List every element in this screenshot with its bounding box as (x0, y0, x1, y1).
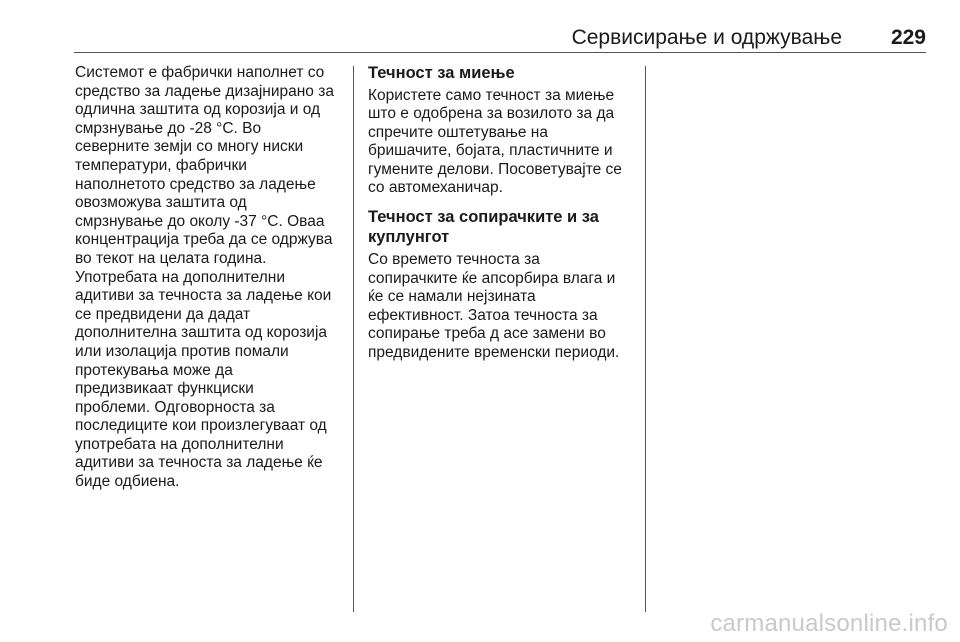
body-line: последиците кои произлегуваат од (75, 417, 327, 435)
section-heading-washer-fluid: Течност за миење (368, 64, 515, 82)
middle-column (368, 64, 634, 363)
body-line: одлична заштита од корозија и од (75, 101, 321, 119)
body-line: во текот на целата година. (75, 249, 267, 267)
body-line: спречите оштетување на (368, 123, 548, 141)
body-line: Употребата на дополнителни (75, 268, 286, 286)
body-line: смрзнување до -28 °C. Во (75, 119, 262, 137)
body-line: гумените делови. Посоветувајте се (368, 160, 622, 178)
body-line: што е одобрена за возилото за да (368, 105, 615, 123)
body-line: протекувања може да (75, 361, 233, 379)
left-column (75, 64, 343, 492)
body-line: температури, фабрички (75, 156, 247, 174)
body-line: дополнителна заштита од корозија (75, 324, 328, 342)
body-line: се предвидени да дадат (75, 305, 251, 323)
body-line: Со времето течноста за (368, 251, 540, 269)
body-line: ќе се намали нејзината (368, 288, 536, 306)
body-line: смрзнување до околу -37 °C. Оваа (75, 212, 325, 230)
section-heading-line: Течност за сопирачките и за (368, 208, 599, 227)
column-divider-right (645, 66, 646, 612)
body-line: адитиви за течноста за ладење ќе (75, 454, 323, 472)
body-line: предвидените временски периоди. (368, 344, 620, 362)
body-line: бришачите, бојата, пластичните и (368, 142, 613, 160)
body-line: со автомеханичар. (368, 179, 503, 197)
body-line: или изолација против помали (75, 342, 289, 360)
body-line: сопирачките ќе апсорбира влага и (368, 269, 616, 287)
body-line: адитиви за течноста за ладење кои (75, 287, 332, 305)
body-line: Системот е фабрички наполнет со (75, 64, 325, 81)
header-rule (74, 52, 926, 53)
section-heading-brake-fluid (368, 208, 634, 247)
body-line: биде одбиена. (75, 473, 180, 491)
page-header (0, 26, 926, 54)
section-heading-line: куплунгот (368, 227, 450, 246)
watermark: carmanualsonline.info (710, 610, 948, 637)
page-title: Сервисирање и одржување (571, 26, 842, 49)
body-line: концентрација треба да се одржува (75, 231, 333, 249)
body-line: наполнетото средство за ладење (75, 175, 316, 193)
body-line: Користете само течност за миење (368, 86, 615, 104)
body-line: предизвикаат функциски (75, 380, 254, 398)
page-number: 229 (890, 26, 926, 49)
body-line: средство за ладење дизајнирано за (75, 82, 334, 100)
body-line: овозможува заштита од (75, 194, 247, 212)
body-line: употребата на дополнителни (75, 435, 284, 453)
body-line: проблеми. Одговорноста за (75, 398, 275, 416)
column-divider-left (353, 66, 354, 612)
body-line: сопирање треба д асе замени во (368, 325, 606, 343)
body-line: ефективност. Затоа течноста за (368, 306, 598, 324)
body-line: северните земји со многу ниски (75, 138, 304, 156)
